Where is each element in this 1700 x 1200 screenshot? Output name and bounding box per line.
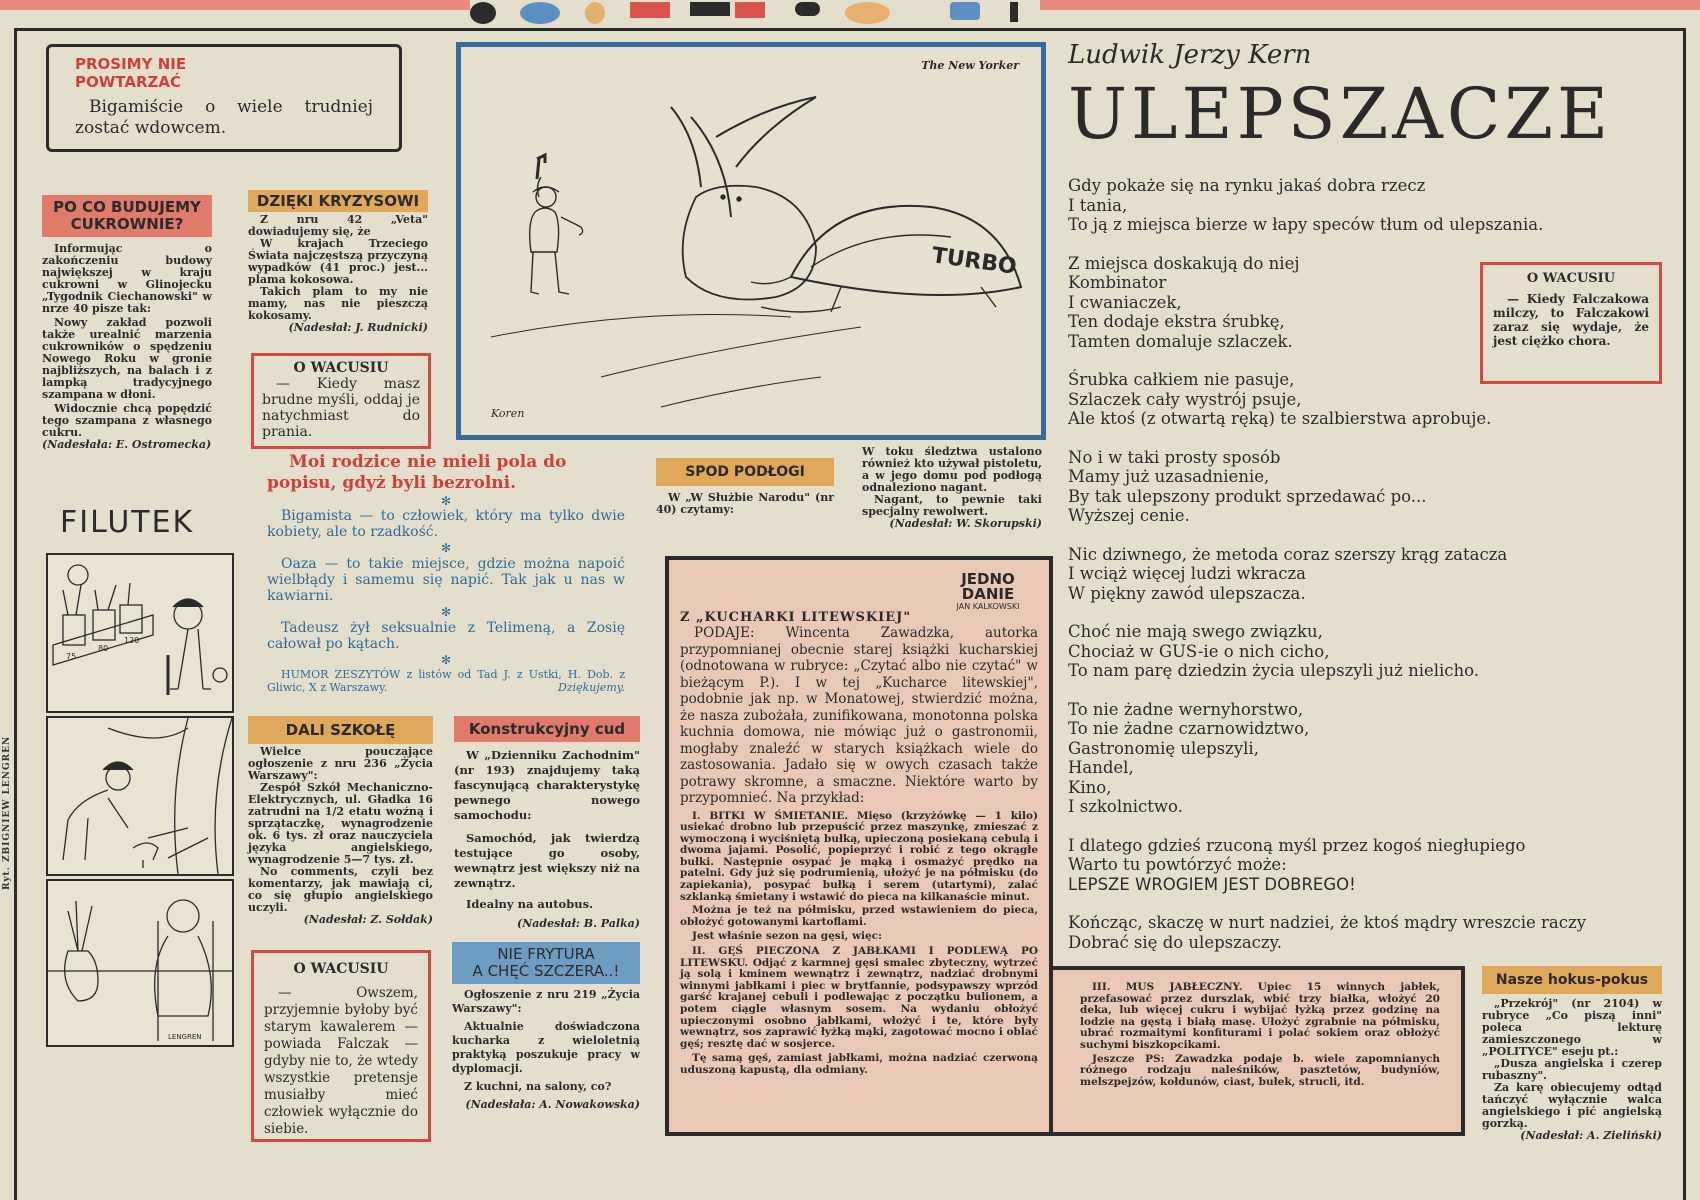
poem-line: Warto tu powtórzyć może: xyxy=(1068,855,1287,874)
konstrukcyjny-signature: (Nadesłał: B. Palka) xyxy=(517,917,640,930)
decor-band-right xyxy=(1040,0,1700,10)
poem-line: LEPSZE WROGIEM JEST DOBREGO! xyxy=(1068,874,1356,894)
column-divider xyxy=(1052,984,1053,1124)
szkola-p1: Wielce pouczające ogłoszenie z nru 236 „Życia Warszawy": xyxy=(248,745,433,782)
konstrukcyjny-article xyxy=(454,716,640,931)
kucharka-intro: PODAJE: Wincenta Zawadzka, autorka przypomnianej obecnie starej książki kucharskiej (odnotowana w rubryce: „Czytać albo nie czytać" w bieżącym P.). I w tej „Kucharce litewskiej", podobnie jak np. w Monatowej, stwierdzić można, że nasza zubożała, zunifikowana, monotonna polska kuchnia domowa, nie mówiąc już o gastronomii, mogłaby znaleźć w starych książkach wiele do zastosowania. Jadało się w owych czasach także potrawy skromne, a smaczne. Niektóre warto by przypomnieć. Na przykład: xyxy=(680,625,1038,806)
poem-line: Chociaż w GUS-ie o nich cicho, xyxy=(1068,641,1330,661)
decor-circle-blue xyxy=(520,2,560,24)
poem-line: Gdy pokaże się na rynku jakaś dobra rzecz xyxy=(1068,176,1426,195)
kryzys-signature: (Nadesłał: J. Rudnicki) xyxy=(288,321,428,334)
poem-stanza-8 xyxy=(1068,836,1628,895)
poem-line: Dobrać się do ulepszaczy. xyxy=(1068,932,1282,952)
szkola-article xyxy=(248,716,433,926)
poem-line: Szlaczek cały wystrój psuje, xyxy=(1068,389,1302,409)
poem-author: Ludwik Jerzy Kern xyxy=(1068,40,1312,70)
cartoon-source: The New Yorker xyxy=(921,59,1019,72)
poem-stanza-1 xyxy=(1068,176,1628,235)
decor-circle-black xyxy=(470,2,496,24)
hokus-signature: (Nadesłał: A. Zieliński) xyxy=(1520,1129,1662,1142)
szkola-title: DALI SZKOŁĘ xyxy=(248,716,433,744)
frytura-p2: Aktualnie doświadczona kucharka z wieloletnią praktyką poszukuje pracy w dyplomacji. xyxy=(452,1020,640,1075)
decor-block-black xyxy=(690,2,730,16)
poem-section xyxy=(1068,40,1668,154)
tree-and-dog-illustration xyxy=(48,718,232,874)
asterisk-divider: ✻ xyxy=(440,605,452,619)
szkola-p2: Zespół Szkół Mechaniczno-Elektrycznych, ul. Gładka 16 zatrudni na 1/2 etatu woźną i sprzątaczkę, wynagrodzenie ok. 6 tys. zł oraz nauczyciela języka angielskiego, wynagrodzenie 5—7 tys. zł. xyxy=(248,781,433,866)
frytura-signature: (Nadesłała: A. Nowakowska) xyxy=(465,1098,640,1111)
poem-line: Kombinator xyxy=(1068,273,1167,292)
konstrukcyjny-p3: Idealny na autobus. xyxy=(466,897,594,911)
recipe-1: I. BITKI W ŚMIETANIE. Mięso (krzyżówkę — 1 kilo) usiekać drobno lub przepuścić przez maszynkę, zmieszać z wymoczoną i wyciśniętą bułką, upieczoną posiekaną cebulą i dwoma jajami. Posolić, popieprzyć i robić z tego okrągłe bułki. Następnie osypać je mąką i osmażyć prędko na patelni. Gdy już się podrumienią, ułożyć je na półmisku (do zapiekania), posypać bułką i serem (utartymi), zalać szklanką śmietany i wstawić do pieca na kilkanaście minut. xyxy=(680,809,1038,903)
decor-shape-blue xyxy=(950,2,980,20)
podloga-continued xyxy=(862,446,1042,530)
poem-line: Kończąc, skaczę w nurt nadziei, że ktoś mądry wreszcie raczy xyxy=(1068,913,1587,932)
wacus-3-title: O WACUSIU xyxy=(1526,271,1616,286)
konstrukcyjny-title: Konstrukcyjny cud xyxy=(454,716,640,742)
wacus-1-text: — Kiedy masz brudne myśli, oddaj je natychmiast do prania. xyxy=(262,376,420,440)
poem-line: Choć nie mają swego związku, xyxy=(1068,622,1323,641)
poem-line: By tak ulepszony produkt sprzedawać po... xyxy=(1068,486,1427,506)
frytura-p1: Ogłoszenie z nru 219 „Życia Warszawy": xyxy=(452,988,640,1015)
decor-block-red-2 xyxy=(735,2,765,18)
poem-line: I cwaniaczek, xyxy=(1068,292,1182,312)
kucharka-bottom-border xyxy=(665,1132,1465,1136)
poem-line: W piękny zawód ulepszacza. xyxy=(1068,583,1306,603)
szkola-p3: No comments, czyli bez komentarzy, jak mawiają ci, co się głupio angielskiego uczyli. xyxy=(248,865,433,914)
podloga-p3: Nagant, to pewnie taki specjalny rewolwert. xyxy=(862,493,1042,518)
kryzys-p2: W krajach Trzeciego Świata najczęstszą przyczyną wypadków (41 proc.) jest... plama kokosowa. xyxy=(248,237,428,286)
decor-block-red xyxy=(630,2,670,18)
cukrownie-signature: (Nadesłała: E. Ostromecka) xyxy=(42,438,212,451)
szkola-signature: (Nadesłał: Z. Sołdak) xyxy=(303,913,433,926)
badge-line1: JEDNO xyxy=(961,570,1015,588)
kryzys-title: DZIĘKI KRYZYSOWI xyxy=(248,190,428,212)
poem-line: Ten dodaje ekstra śrubkę, xyxy=(1068,312,1285,331)
aphorism-item-3: Tadeusz żył seksualnie z Telimeną, a Zosię całował po kątach. xyxy=(267,620,625,652)
decor-band-left xyxy=(0,0,470,10)
kryzys-p3: Takich plam to my nie mamy, nas nie pieszczą kokosamy. xyxy=(248,285,428,322)
hokus-title: Nasze hokus-pokus xyxy=(1482,966,1662,994)
decor-circle-orange xyxy=(585,2,605,24)
asterisk-divider: ✻ xyxy=(440,541,452,555)
price-tag-1: 75 xyxy=(66,652,77,661)
filutek-logo: FILUTEK xyxy=(60,505,195,540)
poem-line: Kino, xyxy=(1068,777,1112,797)
konstrukcyjny-p2: Samochód, jak twierdzą testujące go osoby, wewnątrz jest większy niż na zewnątrz. xyxy=(454,831,640,890)
kryzys-p1: Z nru 42 „Veta" dowiadujemy się, że xyxy=(248,213,428,238)
asterisk-divider: ✻ xyxy=(440,653,452,667)
frytura-article xyxy=(452,942,640,1112)
cukrownie-p2: Nowy zakład pozwoli także urealnić marzenia cukrowników o spędzeniu Nowego Roku w gronie najbliższych, na balach i z lampką tradycyjnego szampana w dłoni. xyxy=(42,316,212,401)
wacus-2-text: — Owszem, przyjemnie byłoby być starym kawalerem — powiada Falczak — gdyby nie to, że wtedy wszystkie pretensje musiałby mieć człowiek wyłącznie do siebie. xyxy=(264,985,418,1137)
wacus-3-text: — Kiedy Falczakowa milczy, to Falczakowi zaraz się wydaje, że jest ciężko chora. xyxy=(1493,292,1649,348)
podloga-p2: W toku śledztwa ustalono również kto używał pistoletu, a w jego domu pod podłogą odnaleziono nagant. xyxy=(862,445,1042,494)
decor-shape-black xyxy=(795,2,820,16)
konstrukcyjny-p1: W „Dzienniku Zachodnim" (nr 193) znajdujemy taką fascynującą charakterystykę pewnego nowego samochodu: xyxy=(454,748,640,822)
cukrownie-p3: Widocznie chcą popędzić tego szampana z własnego cukru. xyxy=(42,402,212,439)
poem-line: Tamten domaluje szlaczek. xyxy=(1068,331,1293,351)
poem-line: Mamy już uzasadnienie, xyxy=(1068,467,1270,486)
hokus-article xyxy=(1482,966,1662,1142)
aphorisms-section xyxy=(267,452,625,694)
podloga-title: SPOD PODŁOGI xyxy=(656,458,834,486)
wacus-box-2 xyxy=(251,950,431,1142)
price-tag-3: 120 xyxy=(124,636,140,645)
kucharka-article xyxy=(680,610,1038,1077)
aphorism-thanks: Dziękujemy. xyxy=(558,681,625,694)
price-tag-2: 80 xyxy=(98,644,109,653)
poem-line: No i w taki prosty sposób xyxy=(1068,447,1281,467)
podloga-p1: W „W Służbie Narodu" (nr 40) czytamy: xyxy=(656,491,834,516)
filutek-panel-1 xyxy=(46,553,234,713)
poem-stanza-4 xyxy=(1068,448,1628,526)
poem-line: Wyższej cenie. xyxy=(1068,506,1190,525)
poem-stanza-7 xyxy=(1068,700,1628,817)
recipe-1c: Jest właśnie sezon na gęsi, więc: xyxy=(692,930,882,943)
prosimy-title-line1: PROSIMY NIE xyxy=(75,55,187,73)
flower-stall-illustration xyxy=(48,555,232,711)
cukrownie-p1: Informując o zakończeniu budowy największej w kraju cukrowni w Glinojecku „Tygodnik Ciechanowski" w nrze 40 pisze tak: xyxy=(42,242,212,315)
poem-line: Śrubka całkiem nie pasuje, xyxy=(1068,370,1295,389)
podloga-signature: (Nadesłał: W. Skorupski) xyxy=(889,517,1042,530)
filutek-panel-3 xyxy=(46,879,234,1047)
recipe-2: II. GĘŚ PIECZONA Z JABŁKAMI I PODLEWĄ PO LITEWSKU. Odjąć z karmnej gęsi smalec zbyteczny, wytrzeć ją solą i kminem wewnątrz i zewnątrz, nadziać drobnymi winnymi jabłkami i piec w brytfannie, podsypawszy wprzód garść krajanej cebuli i podlewając z początku bulionem, a potem ciągle własnym sosem. Na wydaniu obłożyć upieczonymi osobno jabłkami, włożyć i te, które były wewnątrz, sos zaprawić łyżką mąki, zagotować mocno i oblać gęś; resztę dać w sosjerce. xyxy=(680,945,1039,1050)
hokus-p2: „Dusza angielska i czerep rubaszny". xyxy=(1482,1057,1662,1082)
frytura-title xyxy=(452,942,640,984)
poem-line: To nie żadne wernyhorstwo, xyxy=(1068,699,1304,719)
poem-line: To ją z miejsca bierze w łapy speców tłum od ulepszania. xyxy=(1068,215,1544,234)
kryzys-article xyxy=(248,190,428,334)
poem-line: Handel, xyxy=(1068,758,1134,777)
cukrownie-article xyxy=(42,195,212,451)
badge-line2: DANIE xyxy=(961,585,1015,603)
wacus-box-1 xyxy=(251,353,431,449)
frytura-title-line1: NIE FRYTURA xyxy=(497,945,595,963)
aphorism-credit xyxy=(267,668,625,694)
frytura-p3: Z kuchni, na salony, co? xyxy=(464,1080,612,1093)
poem-line: I wciąż więcej ludzi wkracza xyxy=(1068,564,1307,583)
poem-stanza-9 xyxy=(1068,913,1628,952)
masthead-decoration-strip xyxy=(0,0,1700,26)
poem-stanza-5 xyxy=(1068,545,1628,604)
recipe-1b: Można je też na półmisku, przed wstawieniem do pieca, obłożyć gotowanymi kartoflami. xyxy=(680,904,1038,928)
prosimy-title-line2: POWTARZAĆ xyxy=(75,73,182,91)
poem-line: Gastronomię ulepszyli, xyxy=(1068,738,1259,758)
prosimy-box xyxy=(46,44,402,152)
seated-man-illustration xyxy=(48,881,232,1045)
frytura-title-line2: A CHĘĆ SZCZERA..! xyxy=(472,962,620,980)
poem-title: ULEPSZACZE xyxy=(1068,73,1613,155)
wacus-2-title: O WACUSIU xyxy=(293,961,389,977)
hokus-p3: Za karę obiecujemy odtąd tańczyć wyłącznie walca angielskiego i pić angielską gorzką. xyxy=(1482,1081,1662,1130)
kucharka-continued xyxy=(1080,982,1440,1088)
poem-line: Ale ktoś (z otwartą ręką) te szalbierstwa aprobuje. xyxy=(1068,409,1492,428)
aphorism-item-2: Oaza — to takie miejsce, gdzie można napoić wielbłądy i samemu się napić. Tak jak u nas w kawiarni. xyxy=(267,556,625,604)
recipe-ps: Jeszcze PS: Zawadzka podaje b. wiele zapomnianych różnego rodzaju naleśników, pasztetów, budyniów, melszpejzów, kołdunów, ciast, bułek, strucli, itd. xyxy=(1080,1052,1440,1088)
poem-stanza-6 xyxy=(1068,622,1628,681)
aphorism-credit-text: HUMOR ZESZYTÓW z listów od Tad J. z Ustki, H. Dob. z Gliwic, X z Warszawy. xyxy=(267,668,625,694)
poem-line: Z miejsca doskakują do niej xyxy=(1068,253,1300,273)
hokus-p1: „Przekrój" (nr 2104) w rubryce „Co piszą inni" poleca lekturę zamieszczonego w „POLITYCE" eseju pt.: xyxy=(1482,997,1662,1058)
recipe-2b: Tę samą gęś, zamiast jabłkami, można nadziać czerwoną uduszoną kapustą, dla odmiany. xyxy=(680,1052,1038,1076)
prosimy-text: Bigamiście o wiele trudniej zostać wdowcem. xyxy=(75,97,373,138)
asterisk-divider: ✻ xyxy=(440,494,452,508)
filutek-signature: LENGREN xyxy=(168,1033,202,1041)
poem-line: I tania, xyxy=(1068,195,1128,215)
kucharka-title: Z „KUCHARKI LITEWSKIEJ" xyxy=(680,610,912,625)
illustrator-credit: Ryt. ZBIGNIEW LENGREN xyxy=(2,735,12,890)
cukrownie-title: PO CO BUDUJEMY CUKROWNIE? xyxy=(42,195,212,237)
poem-line: I dlatego gdzieś rzuconą myśl przez kogoś niegłupiego xyxy=(1068,835,1526,855)
filutek-panel-2 xyxy=(46,716,234,876)
aphorism-headline: Moi rodzice nie mieli pola do popisu, gdyż byli bezrolni. xyxy=(267,452,567,493)
turbo-label: TURBO xyxy=(930,243,1019,280)
prosimy-title xyxy=(75,55,373,91)
decor-circle-orange-2 xyxy=(845,2,890,24)
badge-author: JAN KALKOWSKI xyxy=(956,602,1020,611)
wacus-1-title: O WACUSIU xyxy=(293,360,389,376)
decor-bar-black xyxy=(1010,2,1018,22)
poem-line: I szkolnictwo. xyxy=(1068,797,1183,816)
new-yorker-cartoon xyxy=(456,42,1046,440)
cartoon-artist: Koren xyxy=(491,407,525,420)
aphorism-item-1: Bigamista — to człowiek, który ma tylko dwie kobiety, ale to rzadkość. xyxy=(267,508,625,540)
wacus-box-3 xyxy=(1480,262,1662,384)
poem-line: Nic dziwnego, że metoda coraz szerszy krąg zatacza xyxy=(1068,544,1508,564)
recipe-3: III. MUS JABŁECZNY. Upiec 15 winnych jabłek, przefasować przez durszlak, wbić trzy białka, włożyć 20 deka, lub więcej cukru i wybijać łyżką przez godzinę na lodzie na gęstą i białą masę. Ułożyć zgrabnie na półmisku, ubrać rozmaitymi konfiturami i polać sokiem oraz obłożyć suchymi biszkopcikami. xyxy=(1080,981,1440,1051)
rabbit-turtle-illustration xyxy=(461,47,1041,435)
podloga-article xyxy=(656,458,834,516)
poem-line: To nam parę dziedzin życia ulepszyli już nielicho. xyxy=(1068,661,1480,680)
poem-line: To nie żadne czarnowidztwo, xyxy=(1068,719,1310,738)
